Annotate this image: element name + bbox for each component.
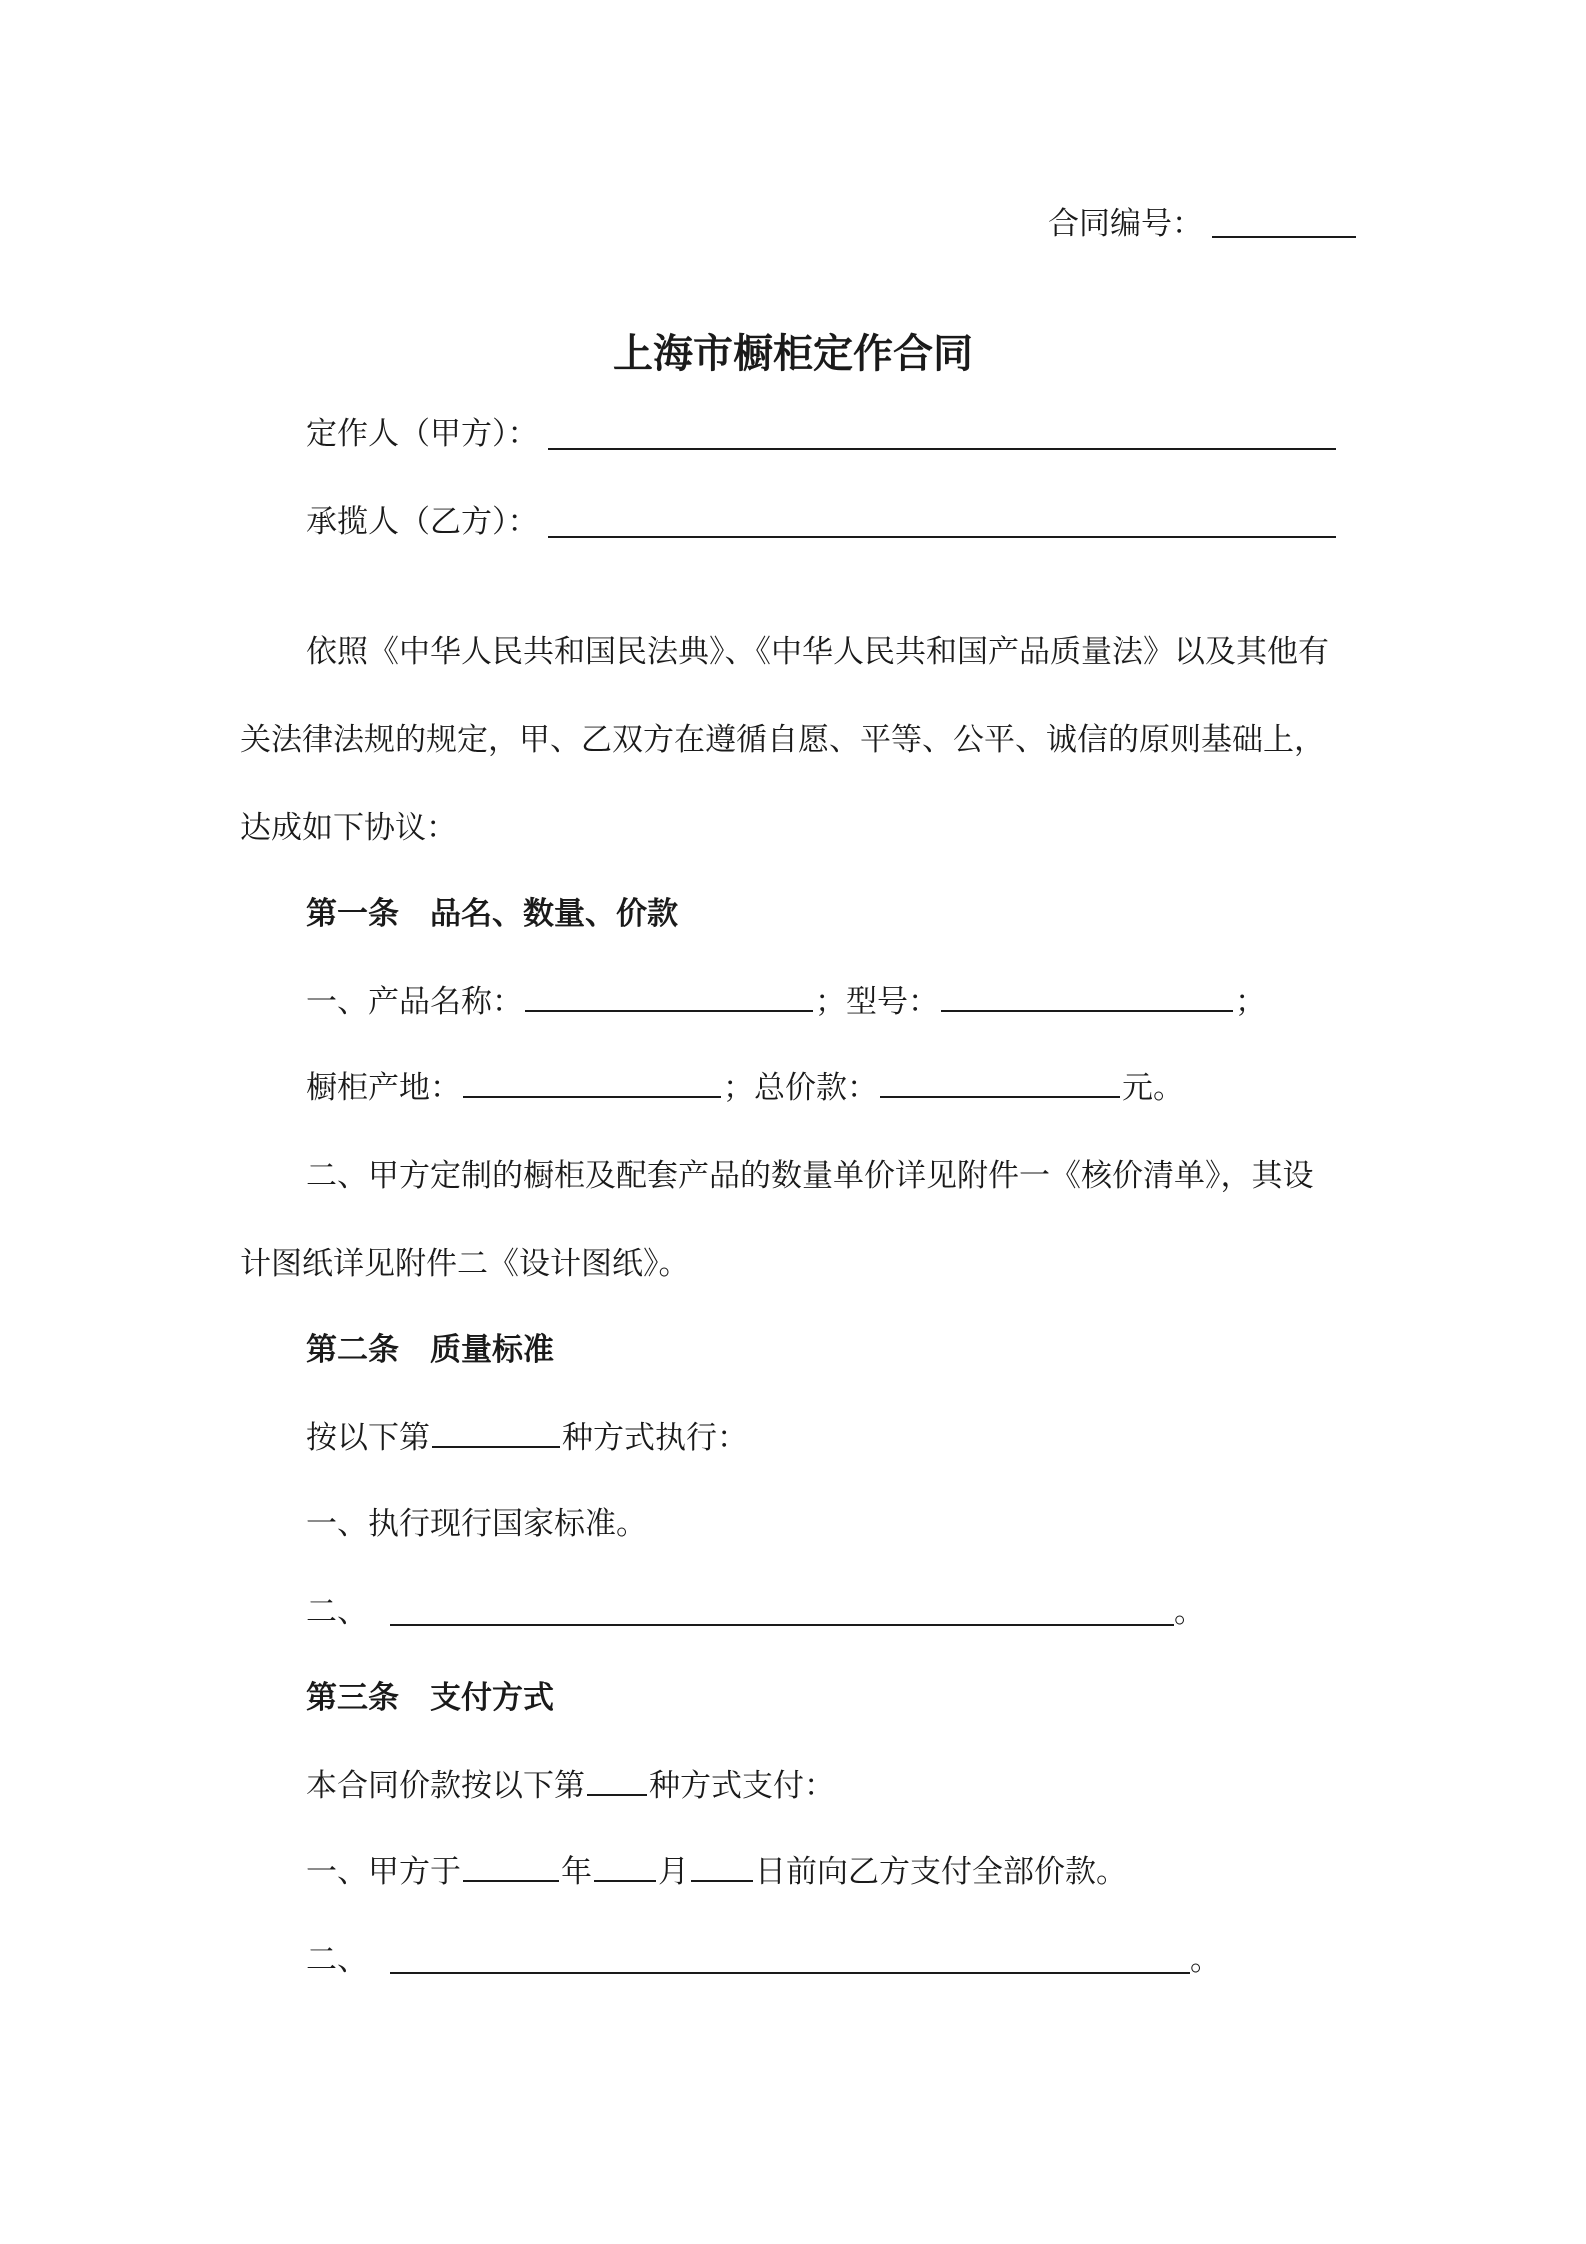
origin-sep: ； — [723, 1070, 754, 1106]
contract-number-label: 合同编号： — [1048, 206, 1203, 242]
preamble-line-3: 达成如下协议： — [240, 810, 457, 846]
payment-choice-blank[interactable] — [587, 1764, 647, 1796]
article-3-item-2-prefix: 二、 — [306, 1942, 368, 1978]
total-price-unit: 元。 — [1122, 1070, 1184, 1106]
preamble-line-1: 依照《中华人民共和国民法典》、《中华人民共和国产品质量法》以及其他有 — [306, 634, 1329, 670]
year-label: 年 — [561, 1854, 592, 1890]
article-1-origin-line — [306, 1062, 1184, 1107]
party-a-label: 定作人（甲方）： — [306, 416, 539, 452]
payment-item-1-suffix: 日前向乙方支付全部价款。 — [755, 1854, 1127, 1890]
article-1-item-2-line-1: 二、甲方定制的橱柜及配套产品的数量单价详见附件一《核价清单》，其设 — [306, 1158, 1314, 1194]
payment-year-blank[interactable] — [463, 1850, 559, 1882]
model-blank[interactable] — [941, 980, 1233, 1012]
model-end: ； — [1235, 984, 1266, 1020]
article-1-item-2-line-2: 计图纸详见附件二《设计图纸》。 — [240, 1246, 690, 1282]
payment-other-blank[interactable] — [390, 1972, 1190, 1974]
article-1-item-1 — [306, 976, 1266, 1021]
total-price-label: 总价款： — [754, 1070, 878, 1106]
quality-choice-suffix: 种方式执行： — [562, 1420, 748, 1456]
payment-item-1-prefix: 一、甲方于 — [306, 1854, 461, 1890]
quality-choice-blank[interactable] — [432, 1416, 560, 1448]
payment-choice-suffix: 种方式支付： — [649, 1768, 835, 1804]
month-label: 月 — [658, 1854, 689, 1890]
origin-label: 橱柜产地： — [306, 1070, 461, 1106]
model-label: 型号： — [846, 984, 939, 1020]
product-name-blank[interactable] — [525, 980, 813, 1012]
party-a-blank[interactable] — [548, 448, 1336, 450]
article-3-title: 第三条 支付方式 — [306, 1680, 554, 1716]
article-2-choice-line — [306, 1412, 748, 1457]
product-sep: ； — [815, 984, 846, 1020]
payment-month-blank[interactable] — [594, 1850, 656, 1882]
total-price-blank[interactable] — [880, 1066, 1120, 1098]
party-b-label: 承揽人（乙方）： — [306, 504, 539, 540]
article-2-item-2-prefix: 二、 — [306, 1594, 368, 1630]
document-title: 上海市橱柜定作合同 — [613, 331, 973, 377]
payment-day-blank[interactable] — [691, 1850, 753, 1882]
contract-number-blank[interactable] — [1212, 236, 1356, 238]
article-2-item-2-end: 。 — [1174, 1594, 1205, 1630]
quality-choice-prefix: 按以下第 — [306, 1420, 430, 1456]
party-b-blank[interactable] — [548, 536, 1336, 538]
article-3-item-1 — [306, 1846, 1127, 1891]
origin-blank[interactable] — [463, 1066, 721, 1098]
payment-choice-prefix: 本合同价款按以下第 — [306, 1768, 585, 1804]
article-3-choice-line — [306, 1760, 835, 1805]
quality-other-blank[interactable] — [390, 1624, 1174, 1626]
article-2-item-1: 一、执行现行国家标准。 — [306, 1506, 647, 1542]
article-2-title: 第二条 质量标准 — [306, 1332, 554, 1368]
article-3-item-2-end: 。 — [1190, 1942, 1221, 1978]
product-name-label: 一、产品名称： — [306, 984, 523, 1020]
preamble-line-2: 关法律法规的规定，甲、乙双方在遵循自愿、平等、公平、诚信的原则基础上， — [240, 722, 1325, 758]
article-1-title: 第一条 品名、数量、价款 — [306, 896, 678, 932]
